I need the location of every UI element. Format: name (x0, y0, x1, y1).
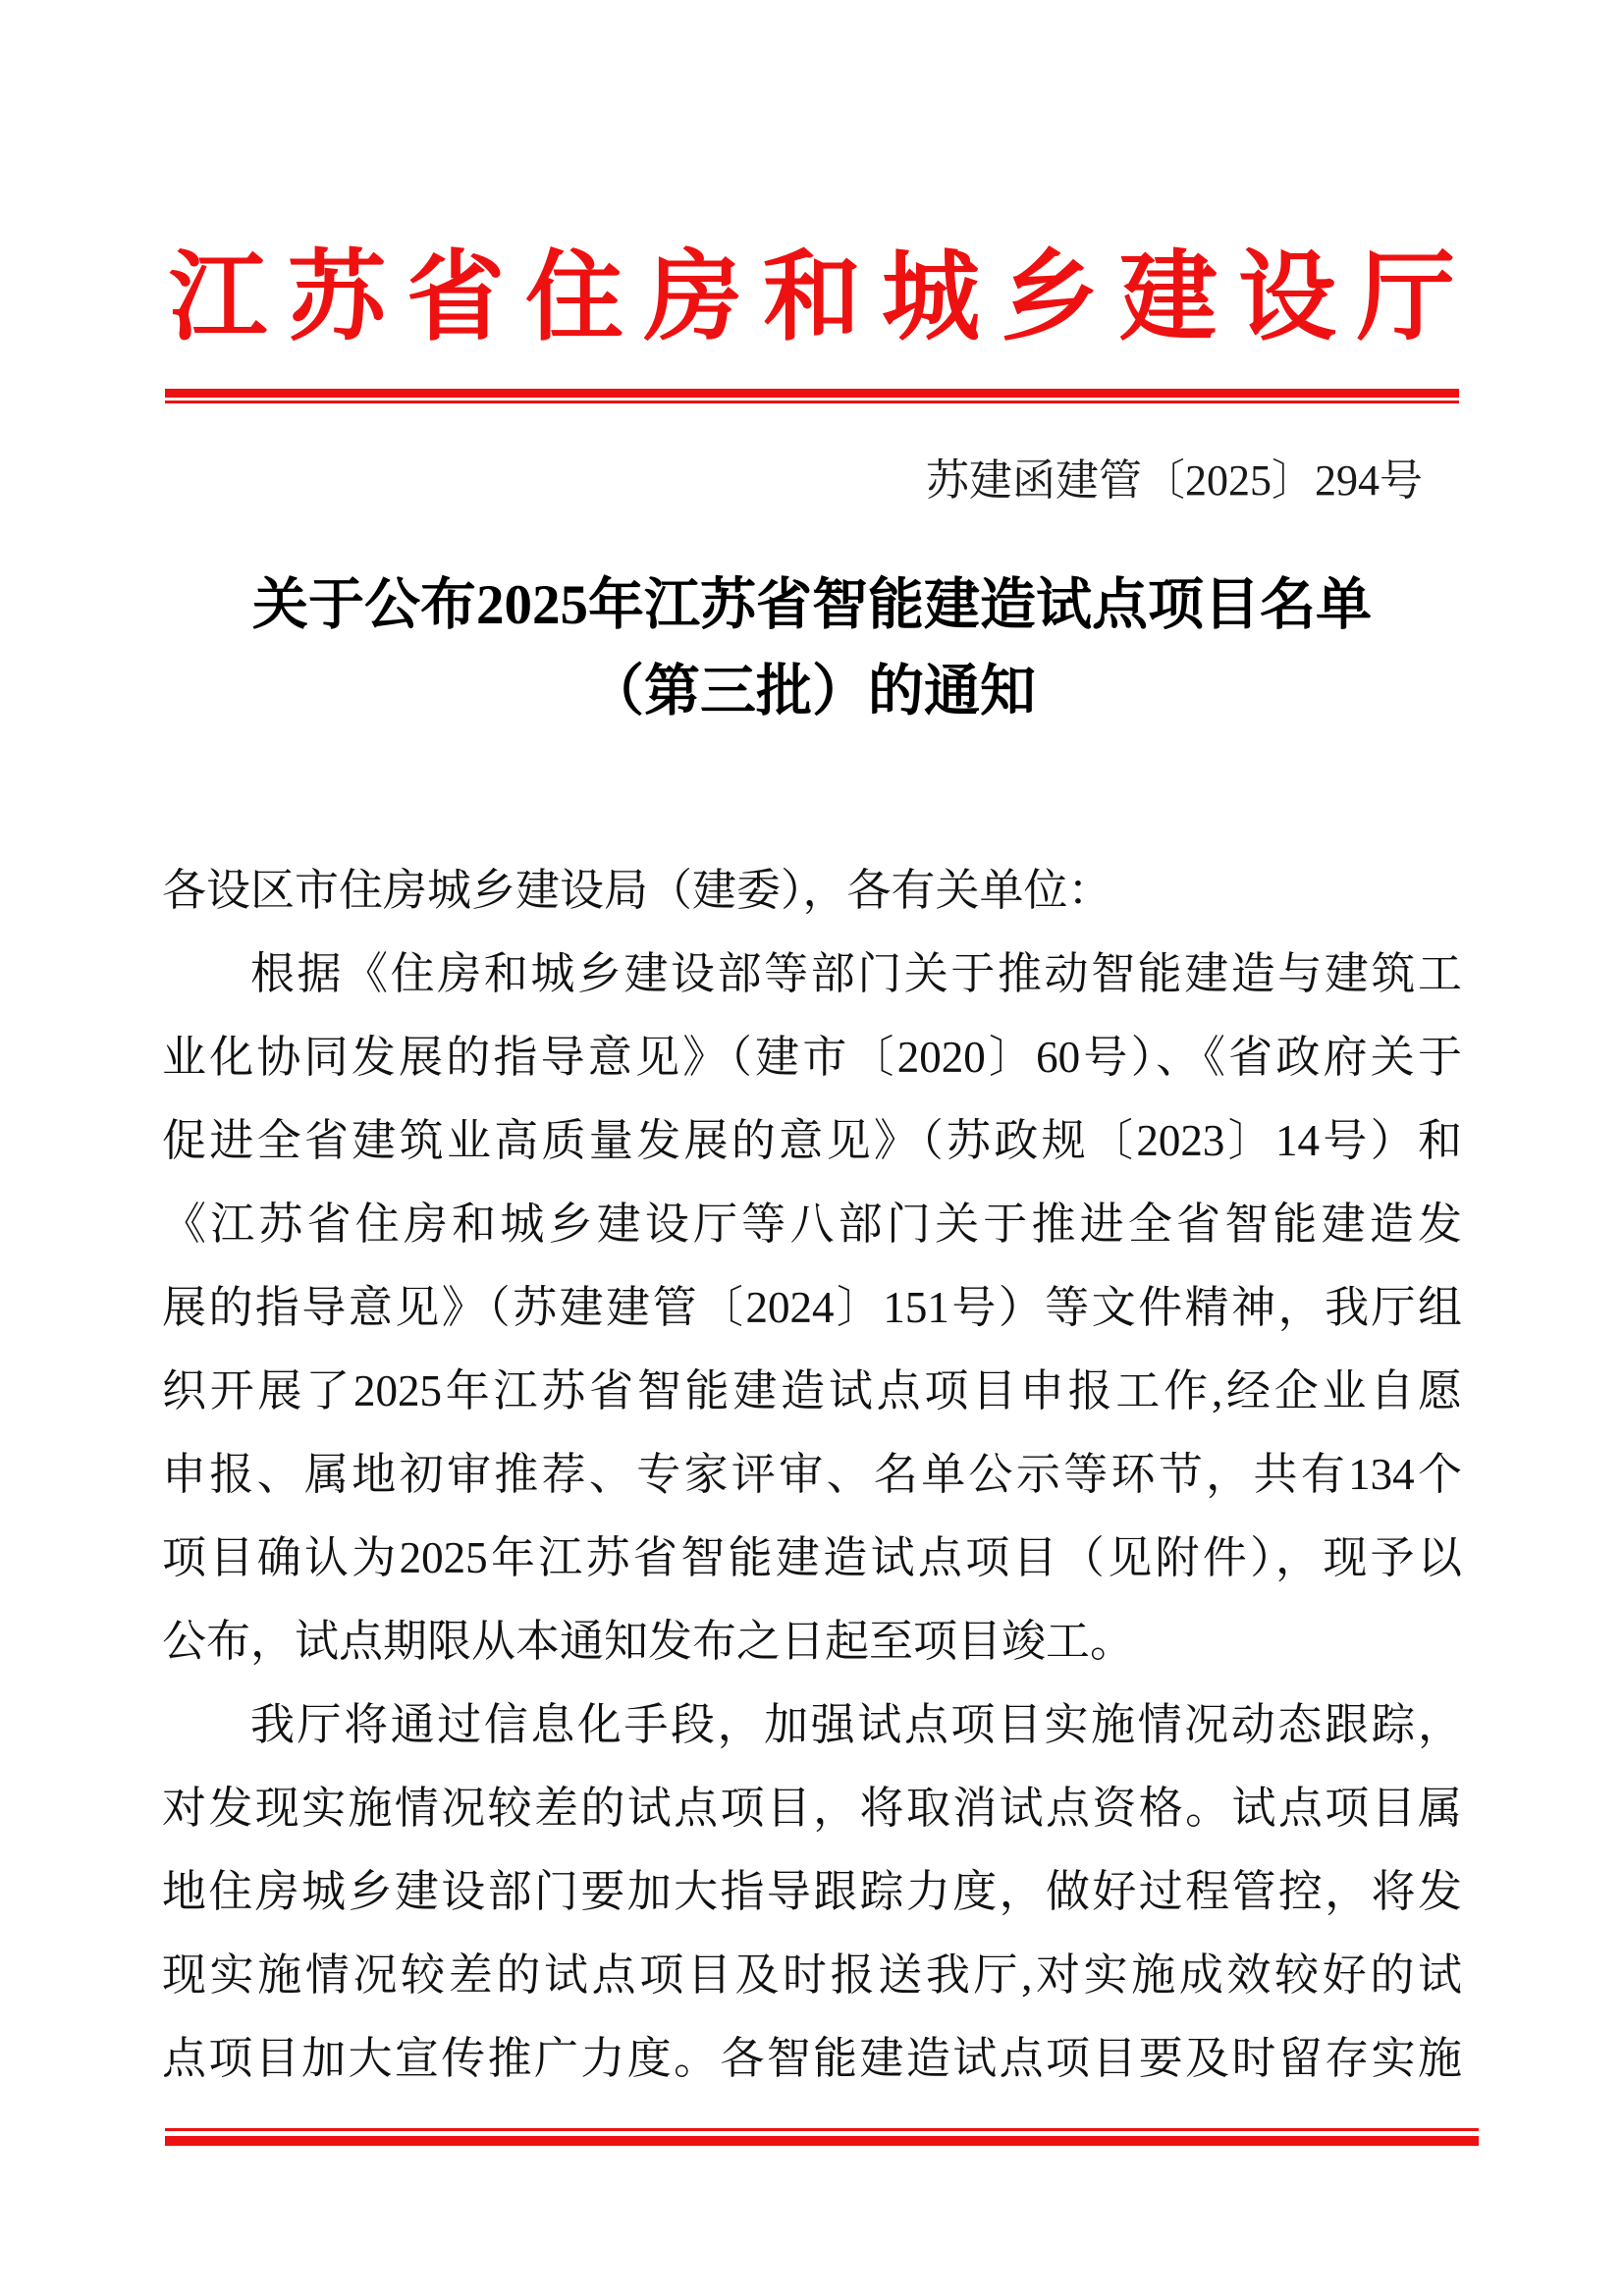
divider-thick-bar (165, 389, 1459, 398)
body-line: 我厅将通过信息化手段，加强试点项目实施情况动态跟踪， (250, 1700, 1462, 1749)
body-line: 地住房城乡建设部门要加大指导跟踪力度，做好过程管控，将发 (162, 1867, 1462, 1916)
body-line: 项目确认为2025年江苏省智能建造试点项目（见附件），现予以 (162, 1533, 1462, 1582)
body-line: 各设区市住房城乡建设局（建委），各有关单位： (162, 866, 1112, 915)
notice-body (0, 849, 1624, 2101)
body-line: 《江苏省住房和城乡建设厅等八部门关于推进全省智能建造发 (162, 1200, 1462, 1249)
footer-divider (165, 2128, 1479, 2146)
body-line: 织开展了2025年江苏省智能建造试点项目申报工作,经企业自愿 (162, 1366, 1462, 1415)
masthead-title: 江苏省住房和城乡建设厅 (169, 243, 1476, 352)
body-line: 对发现实施情况较差的试点项目，将取消试点资格。试点项目属 (162, 1784, 1462, 1833)
notice-title (118, 562, 1506, 735)
divider-thin-bar (165, 400, 1459, 403)
body-line: 点项目加大宣传推广力度。各智能建造试点项目要及时留存实施 (162, 2034, 1462, 2083)
body-line: 现实施情况较差的试点项目及时报送我厅,对实施成效较好的试 (162, 1950, 1462, 2000)
document-number: 苏建函建管〔2025〕294号 (926, 456, 1423, 505)
notice-title-line1: 关于公布2025年江苏省智能建造试点项目名单 (252, 574, 1372, 636)
notice-title-line2: （第三批）的通知 (588, 661, 1036, 722)
body-line: 业化协同发展的指导意见》（建市〔2020〕60号）、《省政府关于 (162, 1033, 1462, 1082)
body-line: 申报、属地初审推荐、专家评审、名单公示等环节，共有134个 (162, 1450, 1462, 1499)
body-line: 根据《住房和城乡建设部等部门关于推动智能建造与建筑工 (250, 949, 1462, 998)
footer-divider-thick-bar (165, 2136, 1479, 2146)
body-line: 促进全省建筑业高质量发展的意见》（苏政规〔2023〕14号）和 (162, 1116, 1462, 1165)
masthead-divider (165, 389, 1459, 403)
body-line: 公布，试点期限从本通知发布之日起至项目竣工。 (162, 1617, 1135, 1666)
body-line: 展的指导意见》（苏建建管〔2024〕151号）等文件精神，我厅组 (162, 1283, 1462, 1332)
